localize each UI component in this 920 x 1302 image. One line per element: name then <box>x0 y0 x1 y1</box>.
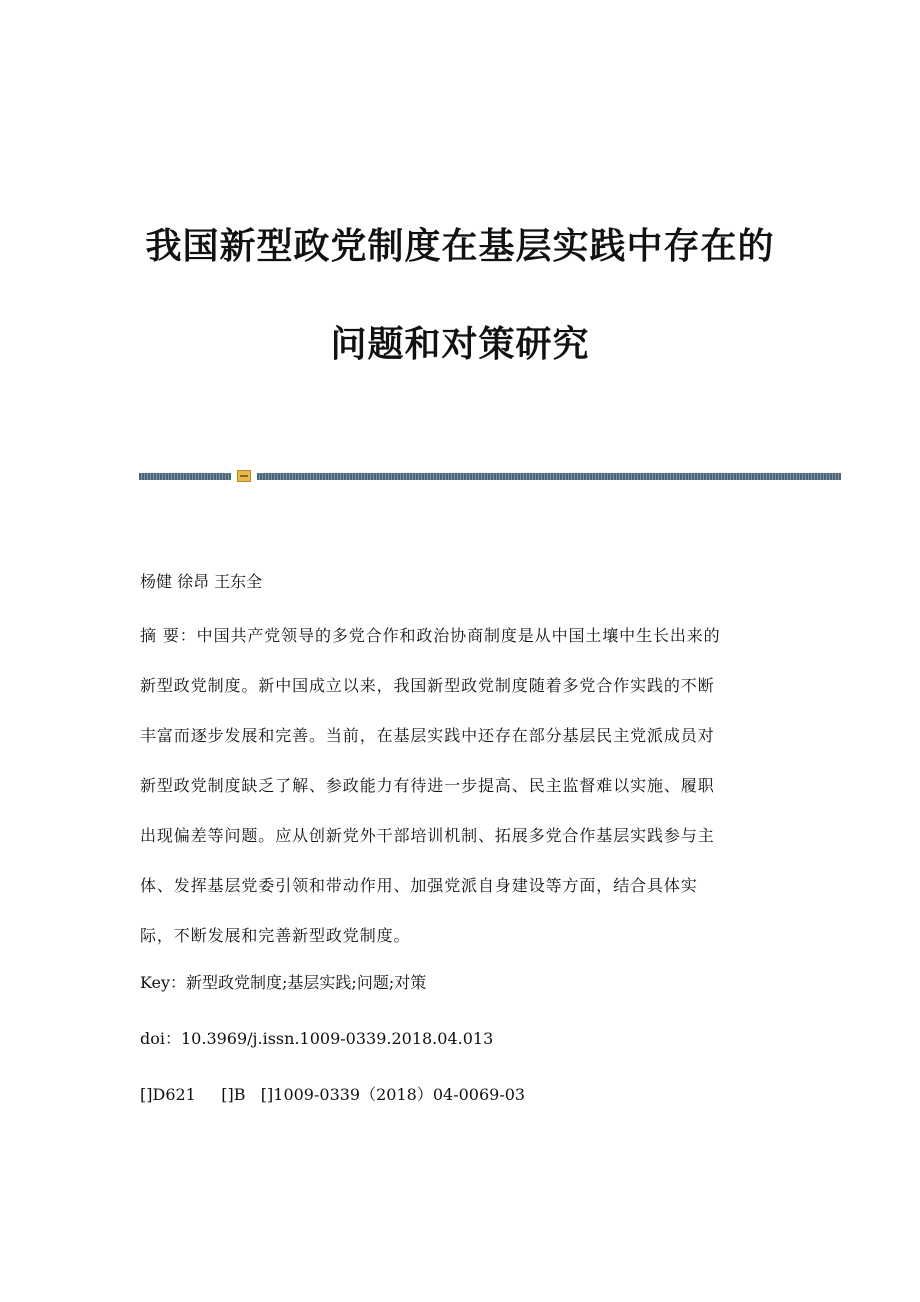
paper-title-line-1: 我国新型政党制度在基层实践中存在的 <box>145 226 775 267</box>
divider-ornament-icon <box>237 470 251 482</box>
divider-bar-left <box>139 473 231 480</box>
abstract <box>140 622 790 972</box>
abstract-line: 新型政党制度。新中国成立以来，我国新型政党制度随着多党合作实践的不断 <box>140 676 715 695</box>
abstract-line: 际，不断发展和完善新型政党制度。 <box>140 926 411 945</box>
doi: doi：10.3969/j.issn.1009-0339.2018.04.013 <box>140 1029 494 1048</box>
paper-title-line-2: 问题和对策研究 <box>330 324 590 365</box>
keywords: Key：新型政党制度;基层实践;问题;对策 <box>140 973 427 992</box>
title-divider <box>139 470 841 482</box>
classification-codes: []D621 []B []1009-0339（2018）04-0069-03 <box>140 1085 526 1104</box>
abstract-line: 丰富而逐步发展和完善。当前，在基层实践中还存在部分基层民主党派成员对 <box>140 726 715 745</box>
abstract-line: 体、发挥基层党委引领和带动作用、加强党派自身建设等方面，结合具体实 <box>140 876 698 895</box>
authors: 杨健 徐昂 王东全 <box>140 572 263 591</box>
divider-bar-right <box>257 473 841 480</box>
abstract-line: 出现偏差等问题。应从创新党外干部培训机制、拓展多党合作基层实践参与主 <box>140 826 715 845</box>
abstract-line: 新型政党制度缺乏了解、参政能力有待进一步提高、民主监督难以实施、履职 <box>140 776 715 795</box>
abstract-line: 摘 要：中国共产党领导的多党合作和政治协商制度是从中国土壤中生长出来的 <box>140 626 721 645</box>
